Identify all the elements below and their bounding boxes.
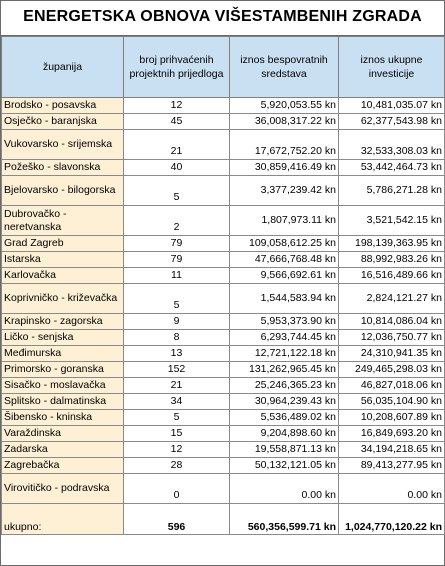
- table-row: [2, 236, 445, 252]
- table-row: [2, 458, 445, 474]
- projects-cell: 5: [124, 176, 230, 206]
- county-cell: Međimurska: [2, 346, 124, 362]
- table-row: [2, 268, 445, 284]
- county-cell: Vukovarsko - srijemska: [2, 130, 124, 160]
- investment-cell: 34,194,218.65 kn: [339, 442, 445, 458]
- county-cell: Zagrebačka: [2, 458, 124, 474]
- counties-table: [1, 36, 445, 535]
- total-grant: 560,356,599.71 kn: [230, 504, 339, 535]
- projects-cell: 152: [124, 362, 230, 378]
- county-cell: Grad Zagreb: [2, 236, 124, 252]
- county-cell: Istarska: [2, 252, 124, 268]
- county-cell: Zadarska: [2, 442, 124, 458]
- projects-cell: 5: [124, 410, 230, 426]
- header-investment: iznos ukupne investicije: [339, 37, 445, 98]
- county-cell: Bjelovarsko - bilogorska: [2, 176, 124, 206]
- table-row: [2, 394, 445, 410]
- grant-cell: 0.00 kn: [230, 474, 339, 504]
- projects-cell: 21: [124, 378, 230, 394]
- header-row: [2, 37, 445, 98]
- investment-cell: 53,442,464.73 kn: [339, 160, 445, 176]
- grant-cell: 47,666,768.48 kn: [230, 252, 339, 268]
- investment-cell: 24,310,941.35 kn: [339, 346, 445, 362]
- grant-cell: 3,377,239.42 kn: [230, 176, 339, 206]
- investment-cell: 88,992,983.26 kn: [339, 252, 445, 268]
- grant-cell: 9,204,898.60 kn: [230, 426, 339, 442]
- projects-cell: 15: [124, 426, 230, 442]
- grant-cell: 50,132,121.05 kn: [230, 458, 339, 474]
- table-row: [2, 442, 445, 458]
- projects-cell: 45: [124, 114, 230, 130]
- grant-cell: 12,721,122.18 kn: [230, 346, 339, 362]
- projects-cell: 5: [124, 284, 230, 314]
- table-row: [2, 474, 445, 504]
- table-row: [2, 206, 445, 236]
- projects-cell: 40: [124, 160, 230, 176]
- investment-cell: 3,521,542.15 kn: [339, 206, 445, 236]
- table-row: [2, 114, 445, 130]
- county-cell: Brodsko - posavska: [2, 98, 124, 114]
- county-cell: Šibensko - kninska: [2, 410, 124, 426]
- investment-cell: 62,377,543.98 kn: [339, 114, 445, 130]
- county-cell: Požeško - slavonska: [2, 160, 124, 176]
- table-row: [2, 330, 445, 346]
- grant-cell: 1,544,583.94 kn: [230, 284, 339, 314]
- table-row: [2, 160, 445, 176]
- county-cell: Karlovačka: [2, 268, 124, 284]
- table-row: [2, 176, 445, 206]
- projects-cell: 79: [124, 252, 230, 268]
- projects-cell: 8: [124, 330, 230, 346]
- grant-cell: 5,920,053.55 kn: [230, 98, 339, 114]
- investment-cell: 2,824,121.27 kn: [339, 284, 445, 314]
- investment-cell: 198,139,363.95 kn: [339, 236, 445, 252]
- investment-cell: 16,516,489.66 kn: [339, 268, 445, 284]
- projects-cell: 2: [124, 206, 230, 236]
- table-row: [2, 98, 445, 114]
- grant-cell: 6,293,744.45 kn: [230, 330, 339, 346]
- county-cell: Osječko - baranjska: [2, 114, 124, 130]
- table-row: [2, 410, 445, 426]
- county-cell: Splitsko - dalmatinska: [2, 394, 124, 410]
- table-row: [2, 426, 445, 442]
- table-row: [2, 314, 445, 330]
- grant-cell: 9,566,692.61 kn: [230, 268, 339, 284]
- table-row: [2, 252, 445, 268]
- investment-cell: 10,814,086.04 kn: [339, 314, 445, 330]
- header-grant: iznos bespovratnih sredstava: [230, 37, 339, 98]
- grant-cell: 5,536,489.02 kn: [230, 410, 339, 426]
- grant-cell: 36,008,317.22 kn: [230, 114, 339, 130]
- investment-cell: 249,465,298.03 kn: [339, 362, 445, 378]
- header-county: županija: [2, 37, 124, 98]
- projects-cell: 79: [124, 236, 230, 252]
- investment-cell: 0.00 kn: [339, 474, 445, 504]
- table-row: [2, 130, 445, 160]
- county-cell: Primorsko - goranska: [2, 362, 124, 378]
- grant-cell: 1,807,973.11 kn: [230, 206, 339, 236]
- grant-cell: 131,262,965.45 kn: [230, 362, 339, 378]
- table-row: [2, 284, 445, 314]
- total-row: [2, 504, 445, 535]
- investment-cell: 5,786,271.28 kn: [339, 176, 445, 206]
- grant-cell: 5,953,373.90 kn: [230, 314, 339, 330]
- projects-cell: 34: [124, 394, 230, 410]
- projects-cell: 21: [124, 130, 230, 160]
- table-row: [2, 362, 445, 378]
- investment-cell: 46,827,018.06 kn: [339, 378, 445, 394]
- projects-cell: 28: [124, 458, 230, 474]
- grant-cell: 25,246,365.23 kn: [230, 378, 339, 394]
- grant-cell: 30,964,239.43 kn: [230, 394, 339, 410]
- total-investment: 1,024,770,120.22 kn: [339, 504, 445, 535]
- projects-cell: 12: [124, 98, 230, 114]
- investment-cell: 10,481,035.07 kn: [339, 98, 445, 114]
- table-body: [2, 98, 445, 535]
- table-row: [2, 346, 445, 362]
- page-title: ENERGETSKA OBNOVA VIŠESTAMBENIH ZGRADA: [1, 1, 444, 36]
- investment-cell: 12,036,750.77 kn: [339, 330, 445, 346]
- projects-cell: 12: [124, 442, 230, 458]
- county-cell: Krapinsko - zagorska: [2, 314, 124, 330]
- county-cell: Varaždinska: [2, 426, 124, 442]
- projects-cell: 0: [124, 474, 230, 504]
- investment-cell: 56,035,104.90 kn: [339, 394, 445, 410]
- investment-cell: 16,849,693.20 kn: [339, 426, 445, 442]
- header-projects: broj prihvaćenih projektnih prijedloga: [124, 37, 230, 98]
- grant-cell: 30,859,416.49 kn: [230, 160, 339, 176]
- table-row: [2, 378, 445, 394]
- projects-cell: 11: [124, 268, 230, 284]
- county-cell: Dubrovačko - neretvanska: [2, 206, 124, 236]
- projects-cell: 13: [124, 346, 230, 362]
- investment-cell: 10,208,607.89 kn: [339, 410, 445, 426]
- county-cell: Ličko - senjska: [2, 330, 124, 346]
- county-cell: Virovitičko - podravska: [2, 474, 124, 504]
- investment-cell: 89,413,277.95 kn: [339, 458, 445, 474]
- grant-cell: 17,672,752.20 kn: [230, 130, 339, 160]
- county-cell: Sisačko - moslavačka: [2, 378, 124, 394]
- grant-cell: 109,058,612.25 kn: [230, 236, 339, 252]
- projects-cell: 9: [124, 314, 230, 330]
- total-projects: 596: [124, 504, 230, 535]
- total-label: ukupno:: [2, 504, 124, 535]
- investment-cell: 32,533,308.03 kn: [339, 130, 445, 160]
- grant-cell: 19,558,871.13 kn: [230, 442, 339, 458]
- county-cell: Koprivničko - križevačka: [2, 284, 124, 314]
